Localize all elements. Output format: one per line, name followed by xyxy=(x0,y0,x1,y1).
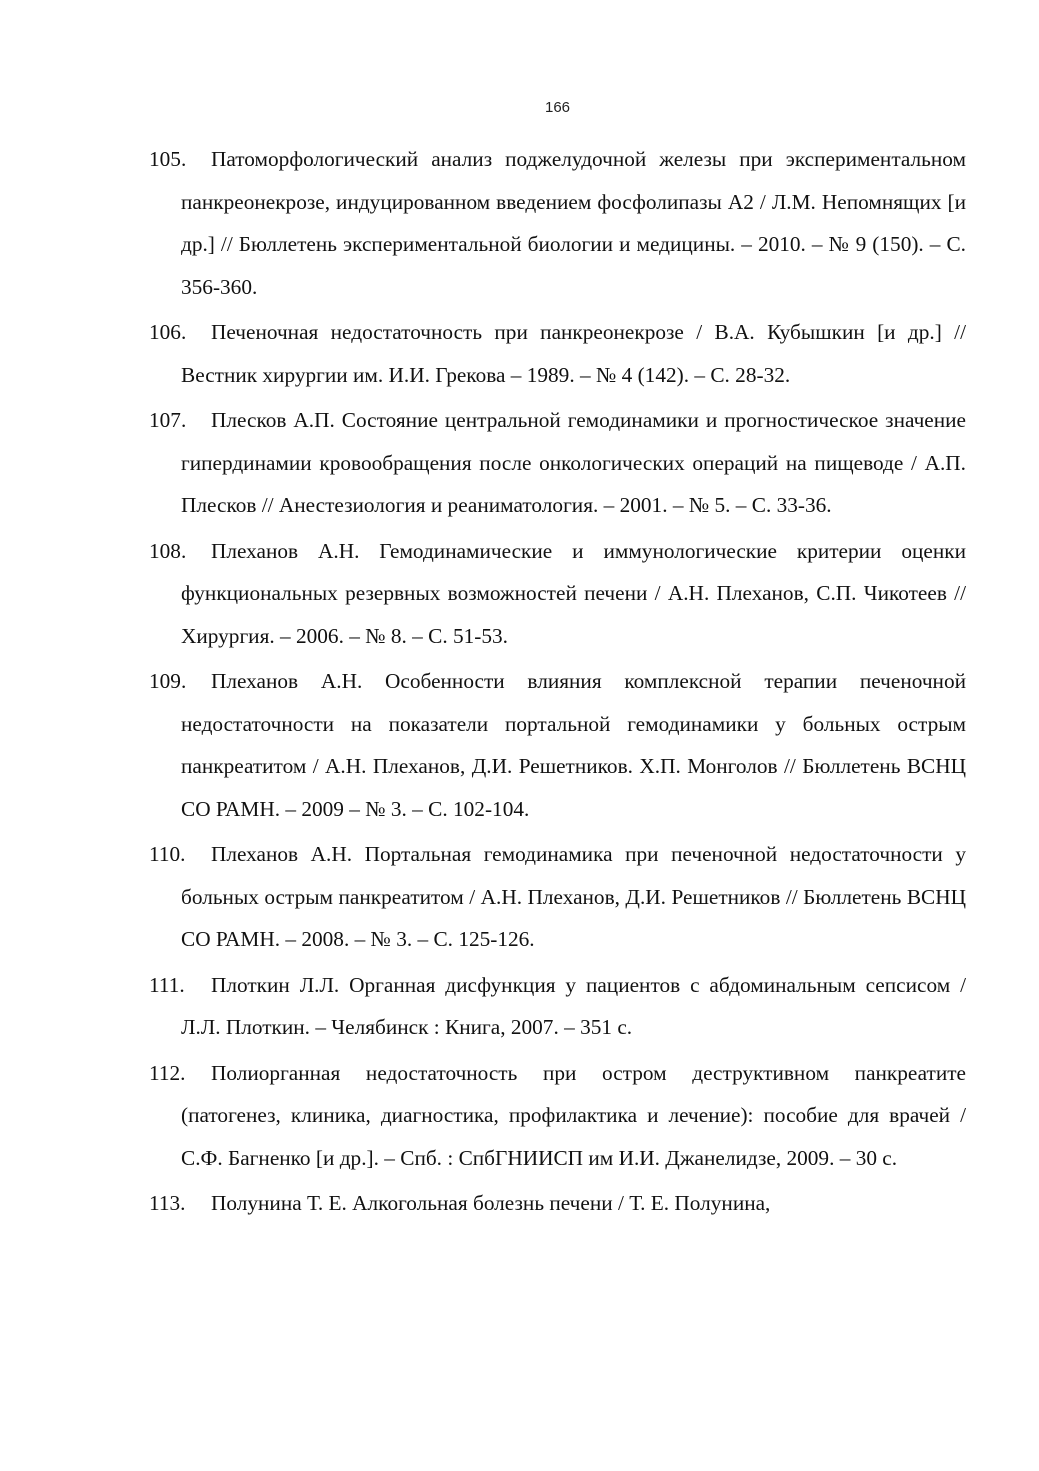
reference-number: 105. xyxy=(149,147,187,171)
reference-item xyxy=(149,530,966,658)
reference-number: 107. xyxy=(149,408,187,432)
reference-number: 109. xyxy=(149,669,187,693)
reference-item xyxy=(149,1052,966,1180)
reference-text: Печеночная недостаточность при панкреонекрозе / В.А. Кубышкин [и др.] // Вестник хирургии им. И.И. Грекова – 1989. – № 4 (142). – С. 28-32. xyxy=(181,320,966,387)
reference-text: Плесков А.П. Состояние центральной гемодинамики и прогностическое значение гипердинамии кровообращения после онкологических операций на пищеводе / А.П. Плесков // Анестезиология и реаниматология. – 2001. – № 5. – С. 33-36. xyxy=(181,408,966,517)
reference-number: 113. xyxy=(149,1191,186,1215)
reference-item xyxy=(149,964,966,1049)
reference-item xyxy=(149,833,966,961)
reference-text: Плеханов А.Н. Особенности влияния комплексной терапии печеночной недостаточности на показатели портальной гемодинамики у больных острым панкреатитом / А.Н. Плеханов, Д.И. Решетников. Х.П. Монголов // Бюллетень ВСНЦ СО РАМН. – 2009 – № 3. – С. 102-104. xyxy=(181,669,966,821)
reference-text: Плеханов А.Н. Гемодинамические и иммунологические критерии оценки функциональных резервных возможностей печени / А.Н. Плеханов, С.П. Чикотеев // Хирургия. – 2006. – № 8. – С. 51-53. xyxy=(181,538,966,648)
reference-item xyxy=(149,138,966,308)
reference-item xyxy=(149,1182,966,1225)
reference-text: Плоткин Л.Л. Органная дисфункция у пациентов с абдоминальным сепсисом / Л.Л. Плоткин. – Челябинск : Книга, 2007. – 351 с. xyxy=(181,972,966,1039)
reference-number: 108. xyxy=(149,538,187,563)
reference-item xyxy=(149,311,966,396)
reference-text: Полунина Т. Е. Алкогольная болезнь печени / Т. Е. Полунина, xyxy=(211,1191,771,1215)
reference-text: Плеханов А.Н. Портальная гемодинамика при печеночной недостаточности у больных острым панкреатитом / А.Н. Плеханов, Д.И. Решетников // Бюллетень ВСНЦ СО РАМН. – 2008. – № 3. – С. 125-126. xyxy=(181,842,966,951)
reference-number: 111. xyxy=(149,972,185,997)
reference-number: 112. xyxy=(149,1060,186,1085)
page-number: 166 xyxy=(544,99,571,116)
reference-item xyxy=(149,399,966,527)
reference-text: Полиорганная недостаточность при остром деструктивном панкреатите (патогенез, клиника, диагностика, профилактика и лечение): пособие для врачей / С.Ф. Багненко [и др.]. – Спб. : СпбГНИИСП им И.И. Джанелидзе, 2009. – 30 с. xyxy=(181,1060,966,1170)
reference-item xyxy=(149,660,966,830)
reference-number: 110. xyxy=(149,842,186,866)
reference-list xyxy=(149,138,966,1228)
reference-text: Патоморфологический анализ поджелудочной железы при экспериментальном панкреонекрозе, индуцированном введением фосфолипазы А2 / Л.М. Непомнящих [и др.] // Бюллетень экспериментальной биологии и медицины. – 2010. – № 9 (150). – С. 356-360. xyxy=(181,147,966,299)
reference-number: 106. xyxy=(149,320,187,344)
